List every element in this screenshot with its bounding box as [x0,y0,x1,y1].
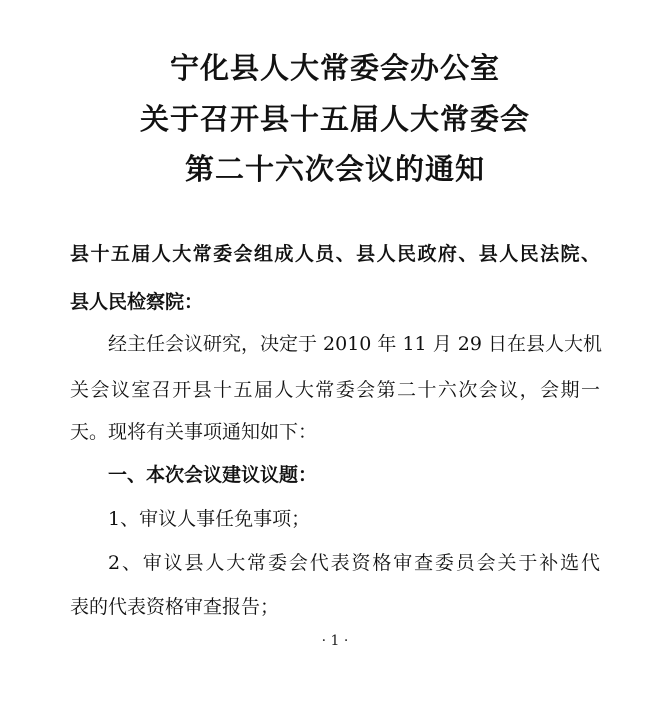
section-1-heading: 一、本次会议建议议题： [108,464,318,486]
list-item-2-line-2: 表的代表资格审查报告； [70,596,280,618]
document-title-line-3: 第二十六次会议的通知 [184,152,485,186]
list-item-1: 1、审议人事任免事项； [108,508,311,530]
document-title-line-2: 关于召开县十五届人大常委会 [139,102,530,136]
paragraph-1-line-1: 经主任会议研究，决定于 2010 年 11 月 29 日在县人大机 [108,333,602,355]
document-title-line-1: 宁化县人大常委会办公室 [169,51,500,85]
list-item-2-line-1: 2、审议县人大常委会代表资格审查委员会关于补选代 [108,552,600,574]
addressee-line-1: 县十五届人大常委会组成人员、县人民政府、县人民法院、 [70,243,600,265]
addressee-line-2: 县人民检察院： [70,291,204,313]
paragraph-1-line-2: 关会议室召开县十五届人大常委会第二十六次会议，会期一 [70,379,600,401]
paragraph-1-line-3: 天。现将有关事项通知如下： [70,421,318,443]
page-number: · 1 · [321,633,349,649]
